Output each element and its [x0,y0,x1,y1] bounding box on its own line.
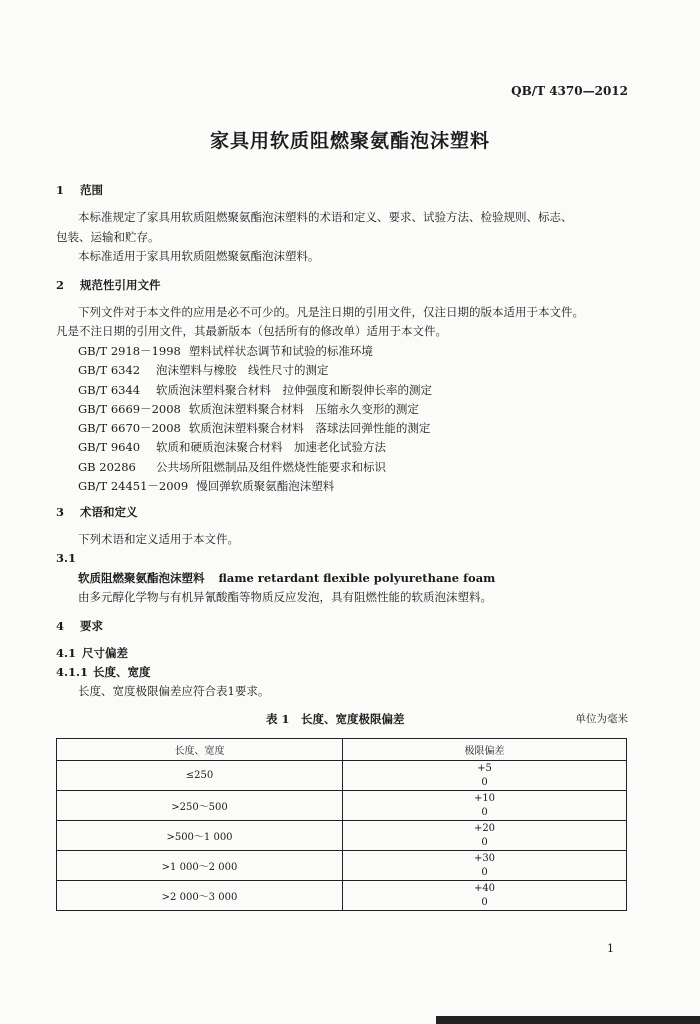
section-4-heading [56,618,103,634]
reference-list [78,342,432,496]
reference-item [78,381,432,400]
lower-tolerance: 0 [481,896,488,908]
range-cell: >500～1 000 [57,821,343,851]
reference-item [78,400,432,419]
section-number: 2 [56,278,65,292]
table-caption: 表 1 长度、宽度极限偏差 [266,712,405,726]
upper-tolerance: +30 [473,852,496,864]
range-cell: >250～500 [57,791,343,821]
upper-tolerance: +40 [473,882,496,894]
table-header-row [57,739,627,761]
upper-tolerance: +10 [473,792,496,804]
references-intro-line-2: 凡是不注日期的引用文件，其最新版本（包括所有的修改单）适用于本文件。 [56,324,447,338]
header-length-width: 长度、宽度 [57,739,343,761]
reference-title: 软质泡沫塑料聚合材料 拉伸强度和断裂伸长率的测定 [156,382,432,397]
upper-tolerance: +5 [477,762,492,774]
reference-code: GB/T 24451－2009 [78,479,189,494]
table-row [57,821,627,851]
reference-title: 慢回弹软质聚氨酯泡沫塑料 [196,479,335,494]
reference-item [78,458,432,477]
subsection-title: 长度、宽度 [93,665,151,679]
section-number: 4 [56,619,65,633]
header-tolerance: 极限偏差 [343,739,627,761]
table-row [57,791,627,821]
term-chinese: 软质阻燃聚氨酯泡沫塑料 [78,571,205,585]
subsection-number: 4.1 [56,646,77,660]
table-row [57,881,627,911]
scope-applicability: 本标准适用于家具用软质阻燃聚氨酯泡沫塑料。 [78,249,320,263]
term-heading [78,570,495,586]
document-title: 家具用软质阻燃聚氨酯泡沫塑料 [209,130,490,152]
subsection-4-1-1-heading [56,664,151,680]
term-english: flame retardant flexible polyurethane foam [218,571,496,585]
term-definition: 由多元醇化学物与有机异氰酸酯等物质反应发泡，具有阻燃性能的软质泡沫塑料。 [78,590,492,604]
reference-item [78,419,432,438]
section-title: 范围 [80,183,103,197]
tolerance-table [56,738,627,911]
lower-tolerance: 0 [481,806,488,818]
page-number: 1 [607,942,614,955]
reference-code: GB/T 9640 [78,440,141,455]
term-number: 3.1 [56,551,77,565]
tolerance-cell [343,851,627,881]
section-title: 规范性引用文件 [80,278,161,292]
reference-code: GB/T 2918－1998 [78,344,181,358]
reference-title: 软质泡沫塑料聚合材料 落球法回弹性能的测定 [188,421,431,436]
section-number: 3 [56,505,65,519]
subsection-4-1-1-text: 长度、宽度极限偏差应符合表1要求。 [78,684,270,698]
reference-item [78,361,432,380]
section-3-heading [56,504,138,520]
upper-tolerance: +20 [473,822,496,834]
lower-tolerance: 0 [481,776,488,788]
section-title: 要求 [80,619,103,633]
tolerance-cell [343,791,627,821]
reference-title: 公共场所阻燃制品及组件燃烧性能要求和标识 [156,459,386,474]
reference-code: GB/T 6670－2008 [78,421,181,436]
references-intro-line-1: 下列文件对于本文件的应用是必不可少的。凡是注日期的引用文件，仅注日期的版本适用于本文件。 [78,305,584,319]
table-unit: 单位为毫米 [575,713,628,725]
reference-item [78,477,432,496]
section-title: 术语和定义 [80,505,138,519]
table-row [57,851,627,881]
tolerance-cell [343,821,627,851]
scope-paragraph-line-2: 包装、运输和贮存。 [56,230,160,244]
lower-tolerance: 0 [481,836,488,848]
reference-title: 软质泡沫塑料聚合材料 压缩永久变形的测定 [188,401,419,416]
scope-paragraph-line-1: 本标准规定了家具用软质阻燃聚氨酯泡沫塑料的术语和定义、要求、试验方法、检验规则、标志、 [78,210,573,224]
reference-code: GB/T 6342 [78,363,141,378]
subsection-number: 4.1.1 [56,665,89,679]
subsection-4-1-heading [56,645,128,661]
reference-item [78,342,432,361]
table-row [57,761,627,791]
scan-edge [436,1016,700,1024]
reference-code: GB/T 6344 [78,382,141,397]
section-1-heading [56,182,103,198]
section-2-heading [56,277,161,293]
reference-item [78,438,432,457]
reference-code: GB/T 6669－2008 [78,401,181,416]
reference-code: GB 20286 [78,459,136,474]
standard-code: QB/T 4370—2012 [511,84,628,98]
section-number: 1 [56,183,65,197]
tolerance-cell [343,881,627,911]
lower-tolerance: 0 [481,866,488,878]
reference-title: 软质和硬质泡沫聚合材料 加速老化试验方法 [156,440,386,455]
terms-intro: 下列术语和定义适用于本文件。 [78,532,239,546]
range-cell: ≤250 [57,761,343,791]
range-cell: >1 000～2 000 [57,851,343,881]
reference-title: 泡沫塑料与橡胶 线性尺寸的测定 [156,363,329,378]
tolerance-cell [343,761,627,791]
range-cell: >2 000～3 000 [57,881,343,911]
reference-title: 塑料试样状态调节和试验的标准环境 [188,344,373,358]
subsection-title: 尺寸偏差 [82,646,128,660]
